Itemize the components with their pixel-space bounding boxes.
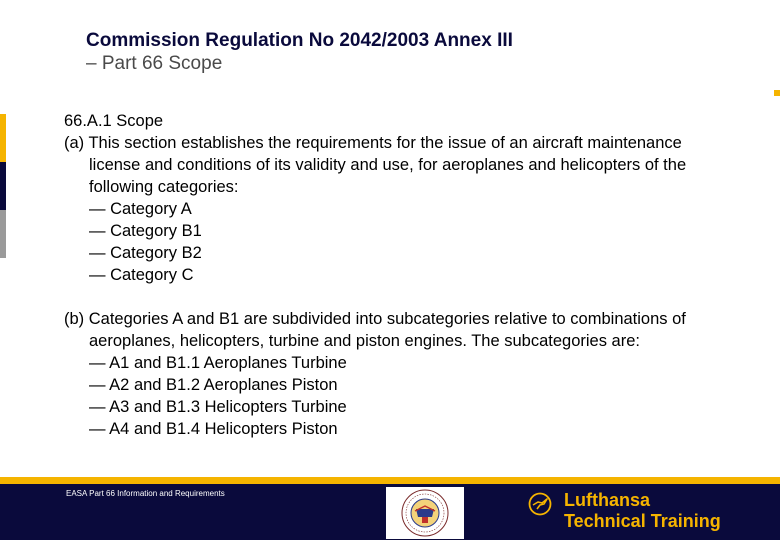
para-a-line: (a) This section establishes the requirements for the issue of an aircraft maintenance [64, 134, 682, 152]
institution-seal-icon [386, 487, 464, 539]
subcategory-item: — A2 and B1.2 Aeroplanes Piston [89, 376, 338, 394]
slide-body [64, 110, 764, 440]
para-b-line: aeroplanes, helicopters, turbine and piston engines. The subcategories are: [89, 332, 640, 350]
para-a-line: following categories: [89, 178, 239, 196]
brand-line2: Technical Training [564, 511, 721, 531]
section-heading: 66.A.1 Scope [64, 112, 164, 130]
category-item: — Category B1 [89, 222, 202, 240]
footer-bar [0, 484, 780, 540]
para-a-line: license and conditions of its validity and use, for aeroplanes and helicopters of the [89, 156, 687, 174]
para-b-line: (b) Categories A and B1 are subdivided into subcategories relative to combinations of [64, 310, 686, 328]
subcategory-item: — A4 and B1.4 Helicopters Piston [89, 420, 338, 438]
subcategory-item: — A3 and B1.3 Helicopters Turbine [89, 398, 347, 416]
footer-accent-line [0, 477, 780, 484]
accent-bar-navy [0, 162, 6, 210]
brand-wordmark [564, 490, 721, 532]
accent-stripe-right [774, 90, 780, 96]
paragraph-gap [64, 286, 764, 308]
title-subtitle: – Part 66 Scope [86, 53, 223, 74]
brand-line1: Lufthansa [564, 490, 651, 510]
footer-caption: EASA Part 66 Information and Requirements [66, 489, 225, 498]
lufthansa-crane-logo-icon [528, 492, 552, 516]
category-item: — Category A [89, 200, 192, 218]
subcategory-item: — A1 and B1.1 Aeroplanes Turbine [89, 354, 347, 372]
title-main: Commission Regulation No 2042/2003 Annex III [86, 30, 513, 51]
accent-bar-yellow [0, 114, 6, 162]
accent-bar-grey [0, 210, 6, 258]
category-item: — Category C [89, 266, 194, 284]
category-item: — Category B2 [89, 244, 202, 262]
